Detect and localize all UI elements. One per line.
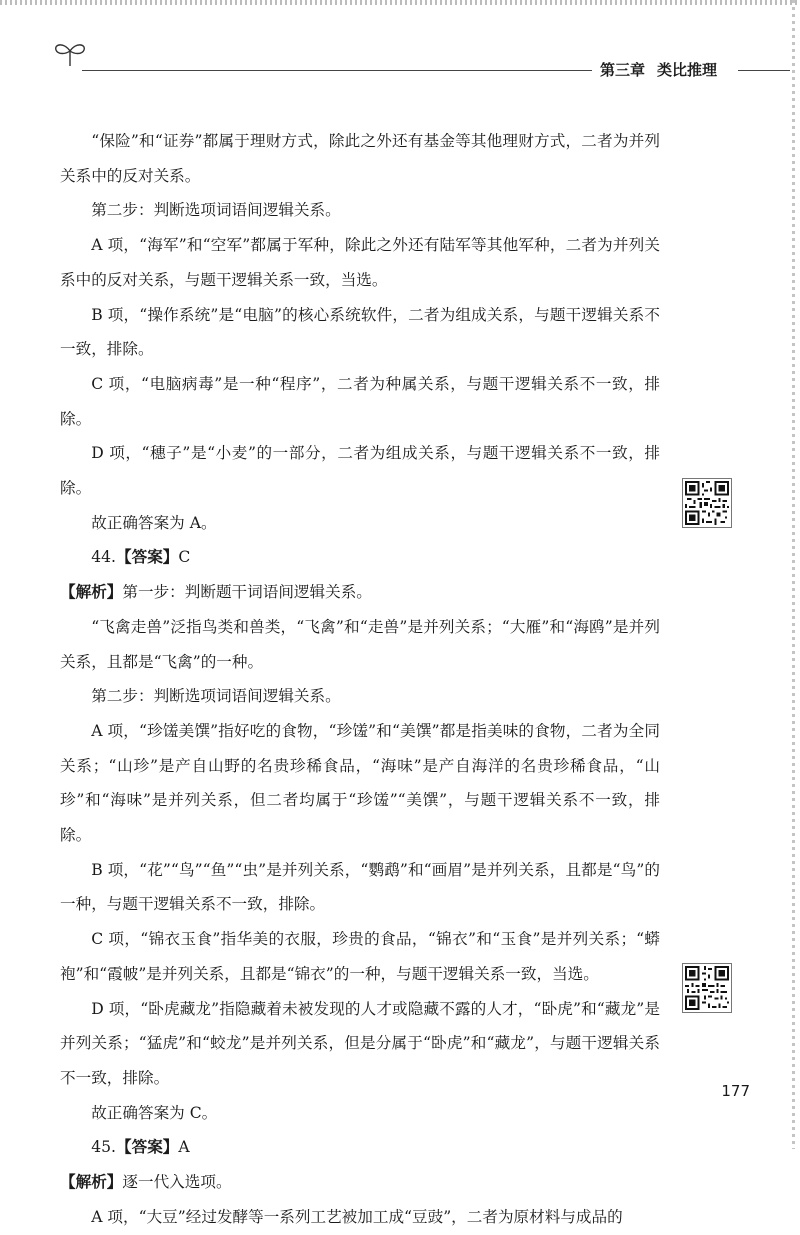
paragraph: 故正确答案为 A。 (91, 513, 217, 532)
paragraph: A 项，“珍馐美馔”指好吃的食物，“珍馐”和“美馔”都是指美味的食物，二者为全同关系；“山珍”是产自山野的名贵珍稀食品，“海味”是产自海洋的名贵珍稀食品，“山珍”和“海味”是并列关系，但二者均属于“珍馐”“美馔”，与题干逻辑关系不一致，排除。 (60, 721, 660, 845)
sprout-icon (50, 38, 90, 68)
paragraph: C 项，“电脑病毒”是一种“程序”，二者为种属关系，与题干逻辑关系不一致，排除。 (60, 374, 660, 428)
paragraph: D 项，“卧虎藏龙”指隐藏着未被发现的人才或隐藏不露的人才，“卧虎”和“藏龙”是并列关系；“猛虎”和“蛟龙”是并列关系，但是分属于“卧虎”和“藏龙”，与题干逻辑关系不一致，排除。 (60, 999, 660, 1087)
paragraph: C 项，“锦衣玉食”指华美的衣服，珍贵的食品，“锦衣”和“玉食”是并列关系；“蟒袍”和“霞帔”是并列关系，且都是“锦衣”的一种，与题干逻辑关系一致，当选。 (60, 930, 660, 983)
analysis-44 (60, 575, 660, 610)
page-number: 177 (721, 1082, 750, 1100)
paragraph: “飞禽走兽”泛指鸟类和兽类，“飞禽”和“走兽”是并列关系；“大雁”和“海鸥”是并列关系，且都是“飞禽”的一种。 (60, 617, 660, 671)
question-number: 44. (91, 548, 116, 567)
answer-value: A (178, 1138, 190, 1157)
answer-44 (60, 540, 660, 575)
header-rule-right (738, 70, 790, 71)
paragraph: D 项，“穗子”是“小麦”的一部分，二者为组成关系，与题干逻辑关系不一致，排除。 (60, 444, 660, 498)
paragraph: A 项，“大豆”经过发酵等一系列工艺被加工成“豆豉”，二者为原材料与成品的 (91, 1207, 623, 1226)
answer-label: 【答案】 (116, 1138, 179, 1157)
chapter-label: 第三章 (600, 61, 646, 79)
analysis-text: 第一步：判断题干词语间逻辑关系。 (122, 583, 372, 602)
answer-value: C (178, 548, 191, 567)
running-head (600, 59, 736, 80)
header-rule-left (82, 70, 592, 71)
paragraph: B 项，“操作系统”是“电脑”的核心系统软件，二者为组成关系，与题干逻辑关系不一致，排除。 (60, 305, 660, 359)
paragraph: “保险”和“证券”都属于理财方式，除此之外还有基金等其他理财方式，二者为并列关系中的反对关系。 (60, 132, 660, 185)
question-number: 45. (91, 1138, 116, 1157)
page-body (60, 124, 660, 1235)
answer-label: 【答案】 (116, 548, 179, 567)
paragraph: 第二步：判断选项词语间逻辑关系。 (91, 687, 341, 706)
chapter-title: 类比推理 (657, 61, 718, 79)
analysis-text: 逐一代入选项。 (122, 1173, 232, 1192)
paragraph: 第二步：判断选项词语间逻辑关系。 (91, 201, 341, 220)
paragraph: B 项，“花”“鸟”“鱼”“虫”是并列关系，“鹦鹉”和“画眉”是并列关系，且都是“鸟”的一种，与题干逻辑关系不一致，排除。 (60, 860, 660, 914)
analysis-label: 【解析】 (60, 1173, 123, 1192)
answer-45 (60, 1130, 660, 1165)
qr-code-icon[interactable] (682, 478, 732, 528)
scan-top-border (0, 0, 800, 5)
qr-code-icon[interactable] (682, 963, 732, 1013)
scan-right-border (792, 0, 795, 1149)
analysis-label: 【解析】 (60, 583, 123, 602)
paragraph: 故正确答案为 C。 (91, 1103, 218, 1122)
analysis-45 (60, 1165, 660, 1200)
paragraph: A 项，“海军”和“空军”都属于军种，除此之外还有陆军等其他军种，二者为并列关系中的反对关系，与题干逻辑关系一致，当选。 (60, 236, 660, 289)
